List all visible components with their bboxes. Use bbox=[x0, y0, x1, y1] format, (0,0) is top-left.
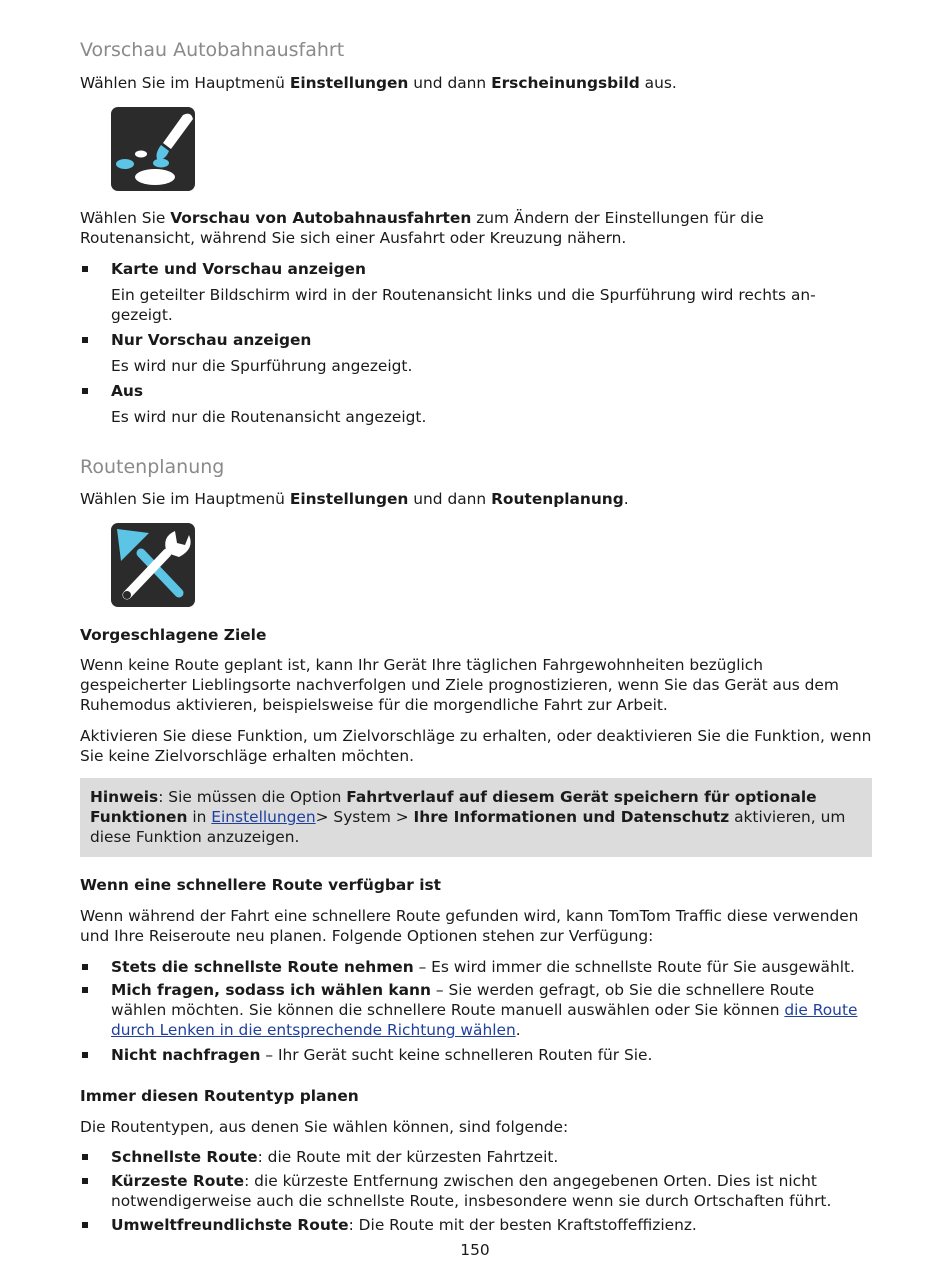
option-description: Es wird nur die Routenansicht angezeigt. bbox=[111, 408, 427, 426]
suggested-paragraph-2: Aktivieren Sie diese Funktion, um Zielvorschläge zu erhalten, oder deaktivieren Sie die Funktion, wenn Sie keine Zielvorschläge erhalten möchten. bbox=[80, 727, 872, 765]
heading-always-route-type: Immer diesen Routentyp planen bbox=[80, 1087, 359, 1105]
bullet-marker bbox=[82, 337, 88, 343]
bullet-marker bbox=[82, 1178, 88, 1184]
section-title-exit-preview: Vorschau Autobahnausfahrt bbox=[80, 39, 345, 61]
list-item: Umweltfreundlichste Route: Die Route mit der besten Kraftstoffeffizienz. bbox=[80, 1215, 872, 1235]
option-label: Aus bbox=[111, 382, 144, 400]
route-planning-icon bbox=[111, 523, 195, 607]
option-off bbox=[80, 381, 872, 401]
option-map-and-preview bbox=[80, 259, 872, 279]
option-description: Es wird nur die Spurführung angezeigt. bbox=[111, 357, 413, 375]
exit-preview-intro: Wählen Sie im Hauptmenü Einstellungen und dann Erscheinungsbild aus. bbox=[80, 74, 677, 92]
faster-route-paragraph: Wenn während der Fahrt eine schnellere Route gefunden wird, kann TomTom Traffic diese verwenden und Ihre Reiseroute neu planen. Folgende Optionen stehen zur Verfügung: bbox=[80, 907, 859, 945]
list-item: Kürzeste Route: die kürzeste Entfernung zwischen den angegebenen Orten. Dies ist nicht notwendigerweise auch die schnellste Route, insbesondere wenn sie durch Ortschaften führt. bbox=[80, 1171, 872, 1211]
option-label: Karte und Vorschau anzeigen bbox=[111, 260, 366, 278]
section-title-route-planning: Routenplanung bbox=[80, 456, 225, 478]
option-description: Ein geteilter Bildschirm wird in der Routenansicht links und die Spurführung wird rechts an-gezeigt. bbox=[111, 286, 816, 324]
page-number: 150 bbox=[460, 1241, 490, 1259]
bullet-marker bbox=[82, 964, 88, 970]
bullet-marker bbox=[82, 987, 88, 993]
steer-route-link[interactable]: die Route durch Lenken in die entsprechende Richtung wählen bbox=[111, 1001, 858, 1039]
list-item: Mich fragen, sodass ich wählen kann – Sie werden gefragt, ob Sie die schnellere Route wählen möchten. Sie können die schnellere Route manuell auswählen oder Sie können die Route durch Lenken in die entsprechende Richtung wählen. bbox=[80, 980, 872, 1040]
bullet-marker bbox=[82, 1222, 88, 1228]
bullet-marker bbox=[82, 388, 88, 394]
bullet-marker bbox=[82, 1154, 88, 1160]
option-preview-only bbox=[80, 330, 872, 350]
bullet-marker bbox=[82, 266, 88, 272]
settings-link[interactable]: Einstellungen bbox=[211, 808, 316, 826]
route-types-paragraph: Die Routentypen, aus denen Sie wählen können, sind folgende: bbox=[80, 1118, 569, 1136]
note-box: Hinweis: Sie müssen die Option Fahrtverlauf auf diesem Gerät speichern für optionale Funktionen in Einstellungen> System > Ihre Informationen und Datenschutz aktivieren, um diese Funktion anzuzeigen. bbox=[80, 778, 872, 857]
option-label: Nur Vorschau anzeigen bbox=[111, 331, 312, 349]
list-item: Stets die schnellste Route nehmen – Es wird immer die schnellste Route für Sie ausgewählt. bbox=[80, 957, 872, 977]
list-item: Schnellste Route: die Route mit der kürzesten Fahrtzeit. bbox=[80, 1147, 872, 1167]
heading-suggested-destinations: Vorgeschlagene Ziele bbox=[80, 626, 267, 644]
exit-preview-description: Wählen Sie Vorschau von Autobahnausfahrten zum Ändern der Einstellungen für die Routenansicht, während Sie sich einer Ausfahrt oder Kreuzung nähern. bbox=[80, 209, 764, 247]
route-planning-intro: Wählen Sie im Hauptmenü Einstellungen und dann Routenplanung. bbox=[80, 490, 629, 508]
paintbrush-icon bbox=[111, 107, 195, 191]
heading-faster-route: Wenn eine schnellere Route verfügbar ist bbox=[80, 876, 442, 894]
list-item: Nicht nachfragen – Ihr Gerät sucht keine schnelleren Routen für Sie. bbox=[80, 1045, 872, 1065]
bullet-marker bbox=[82, 1052, 88, 1058]
suggested-paragraph-1: Wenn keine Route geplant ist, kann Ihr Gerät Ihre täglichen Fahrgewohnheiten bezüglich gespeicherter Lieblingsorte nachverfolgen und Ziele prognostizieren, wenn Sie das Gerät aus dem Ruhemodus aktivieren, beispielsweise für die morgendliche Fahrt zur Arbeit. bbox=[80, 656, 839, 714]
